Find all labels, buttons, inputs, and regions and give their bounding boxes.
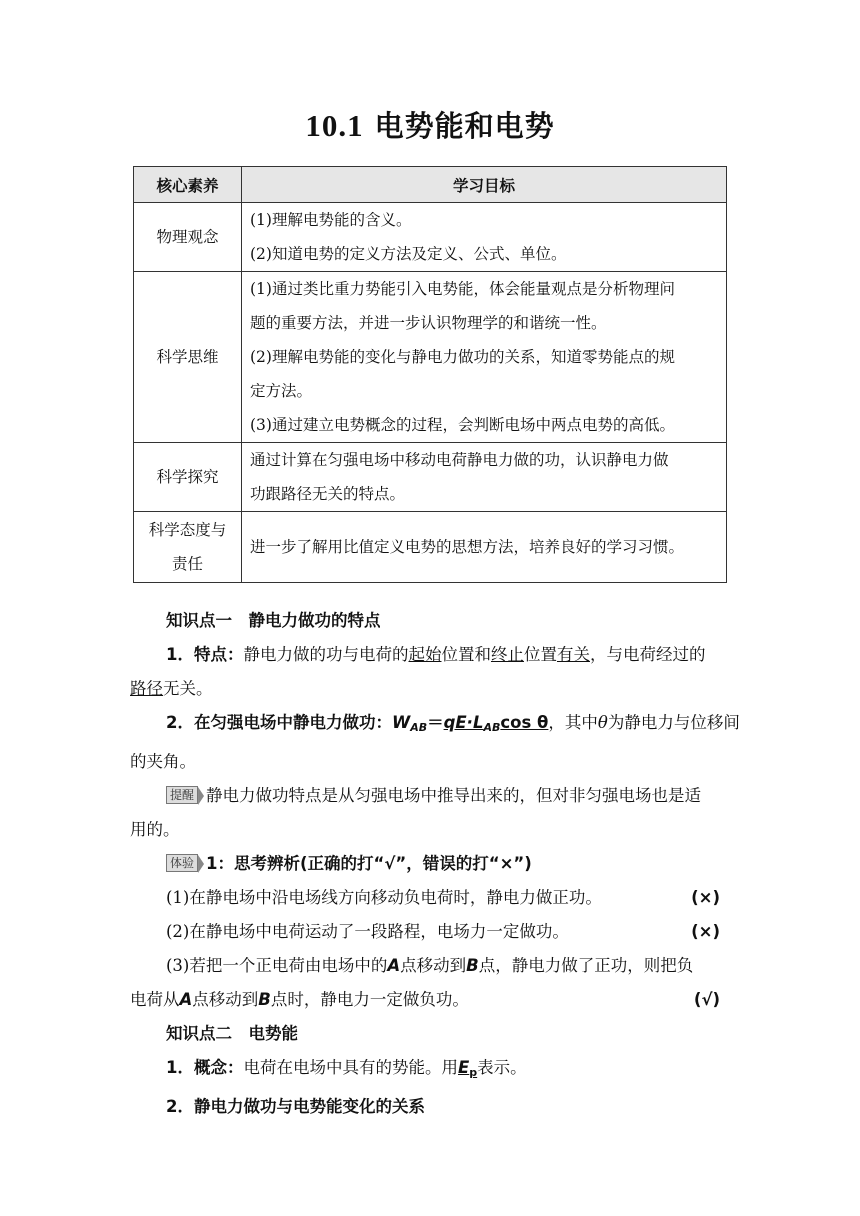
text: 为静电力与位移间 — [607, 713, 740, 732]
formula-term: cos θ — [500, 713, 549, 732]
question-2 — [130, 915, 730, 949]
question-text: 电荷从 — [130, 990, 180, 1009]
page-title — [0, 104, 860, 145]
text: 静电力做的功与电荷的 — [243, 645, 409, 664]
underlined-term: 路径 — [130, 679, 163, 698]
paragraph-feature — [130, 638, 730, 672]
text: ，与电荷经过的 — [589, 645, 706, 664]
tip-paragraph-cont: 用的。 — [130, 820, 180, 839]
text: 位置 — [523, 645, 557, 664]
text: 位置和 — [441, 645, 491, 664]
row-key: 科学思维 — [134, 272, 242, 443]
answer-mark: (×) — [691, 888, 720, 907]
goal-line: (2)理解电势能的变化与静电力做功的关系，知道零势能点的规 — [250, 348, 675, 366]
point-label: B — [466, 956, 479, 975]
formula-sub: AB — [483, 721, 501, 734]
formula-term: qE·L — [443, 713, 484, 732]
question-3-cont — [130, 983, 730, 1017]
table-row — [134, 203, 727, 272]
row-key-line: 科学态度与 — [148, 521, 227, 539]
question-text: 点移动到 — [400, 956, 467, 975]
question-text: 点时，静电力一定做负功。 — [270, 990, 469, 1009]
section2-heading: 知识点二 电势能 — [166, 1024, 298, 1043]
paragraph-work-cont: 的夹角。 — [130, 752, 196, 771]
point-label: A — [387, 956, 401, 975]
question-text: (2)在静电场中电荷运动了一段路程，电场力一定做功。 — [166, 922, 569, 941]
question-3 — [130, 949, 730, 983]
label: 1．概念： — [166, 1058, 244, 1077]
answer-mark: (√) — [693, 990, 720, 1009]
text: 1：思考辨析(正确的打“√”，错误的打“×”) — [206, 854, 532, 873]
row-key: 物理观念 — [134, 203, 242, 272]
section1-heading: 知识点一 静电力做功的特点 — [166, 611, 381, 630]
table-row — [134, 443, 727, 512]
theta: θ — [597, 713, 608, 732]
title-text: 电势能和电势 — [374, 109, 555, 143]
underlined-term: 终止 — [490, 645, 524, 664]
symbol-ep: E — [457, 1058, 470, 1077]
label: 1．特点： — [166, 645, 244, 664]
row-goals — [242, 203, 727, 272]
question-text: 点移动到 — [192, 990, 259, 1009]
goal-line: (3)通过建立电势概念的过程，会判断电场中两点电势的高低。 — [250, 416, 675, 434]
formula-eq: ＝ — [427, 713, 444, 732]
text: 无关。 — [163, 679, 213, 698]
question-text: 点，静电力做了正功，则把负 — [478, 956, 694, 975]
goal-line: (1)通过类比重力势能引入电势能，体会能量观点是分析物理问 — [250, 280, 675, 298]
text: 表示。 — [477, 1058, 527, 1077]
question-text: (1)在静电场中沿电场线方向移动负电荷时，静电力做正功。 — [166, 888, 602, 907]
table-header-row — [134, 167, 727, 203]
question-1 — [130, 881, 730, 915]
text: 静电力做功特点是从匀强电场中推导出来的，但对非匀强电场也是适 — [206, 786, 702, 805]
symbol-sub: p — [469, 1066, 478, 1079]
header-core-literacy: 核心素养 — [134, 167, 242, 203]
underlined-term: 有关 — [556, 645, 590, 664]
row-key-line: 责任 — [171, 555, 203, 573]
paragraph-concept — [130, 1051, 730, 1090]
paragraph-feature-cont — [130, 672, 730, 706]
row-goals — [242, 512, 727, 583]
question-text: (3)若把一个正电荷由电场中的 — [166, 956, 388, 975]
underlined-term: 起始 — [408, 645, 442, 664]
tip-badge: 提醒 — [166, 786, 198, 804]
goal-line: 定方法。 — [250, 382, 313, 400]
goal-line: (2)知道电势的定义方法及定义、公式、单位。 — [250, 245, 567, 263]
goal-line: (1)理解电势能的含义。 — [250, 211, 412, 229]
goal-line: 功跟路径无关的特点。 — [250, 485, 406, 503]
learning-goals-table — [133, 166, 727, 583]
header-learning-goals: 学习目标 — [242, 167, 727, 203]
table-row — [134, 512, 727, 583]
tip-paragraph — [130, 779, 730, 813]
content-body — [130, 604, 740, 1124]
answer-mark: (×) — [691, 922, 720, 941]
row-key: 科学探究 — [134, 443, 242, 512]
formula-sub: AB — [410, 721, 428, 734]
row-goals — [242, 272, 727, 443]
paragraph-work-formula — [130, 706, 740, 745]
goal-line: 通过计算在匀强电场中移动电荷静电力做的功，认识静电力做 — [250, 451, 669, 469]
row-key — [134, 512, 242, 583]
point-label: B — [258, 990, 271, 1009]
text: ，其中 — [548, 713, 598, 732]
formula-w: W — [391, 713, 411, 732]
goal-line: 题的重要方法，并进一步认识物理学的和谐统一性。 — [250, 314, 607, 332]
title-number: 10.1 — [305, 108, 364, 143]
experience-badge: 体验 — [166, 854, 198, 872]
table-row — [134, 272, 727, 443]
goal-line: 进一步了解用比值定义电势的思想方法，培养良好的学习习惯。 — [250, 538, 685, 556]
row-goals — [242, 443, 727, 512]
label: 2．在匀强电场中静电力做功： — [166, 713, 392, 732]
text: 电荷在电场中具有的势能。用 — [243, 1058, 458, 1077]
experience-heading — [130, 847, 730, 881]
point-label: A — [179, 990, 193, 1009]
paragraph-relation: 2．静电力做功与电势能变化的关系 — [166, 1097, 425, 1116]
